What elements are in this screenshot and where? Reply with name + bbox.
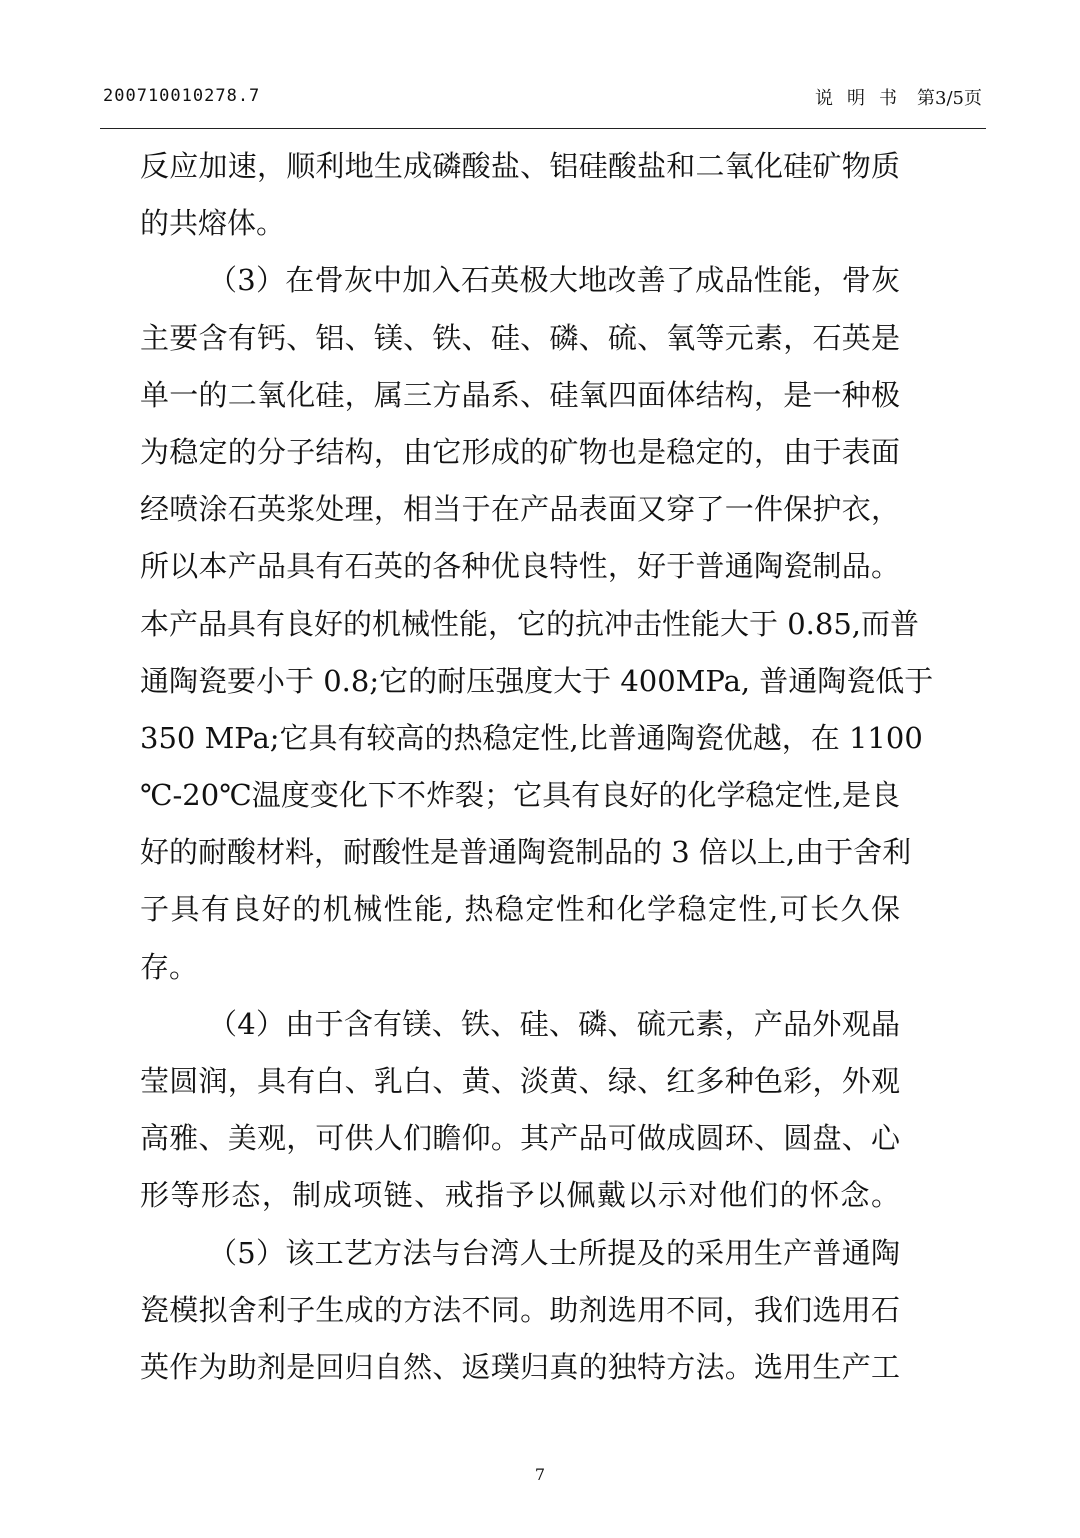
application-number: 200710010278.7: [103, 86, 261, 106]
paragraph-3-start: （3）在骨灰中加入石英极大地改善了成品性能，骨灰: [208, 263, 900, 298]
text-line: 好的耐酸材料，耐酸性是普通陶瓷制品的 3 倍以上,由于舍利: [140, 835, 912, 870]
text-line: 子具有良好的机械性能, 热稳定性和化学稳定性,可长久保: [140, 892, 900, 927]
text-line: 350 MPa;它具有较高的热稳定性,比普通陶瓷优越，在 1100: [140, 720, 923, 755]
text-line: 反应加速，顺利地生成磷酸盐、铝硅酸盐和二氧化硅矿物质: [140, 149, 900, 183]
text-line: ℃-20℃温度变化下不炸裂；它具有良好的化学稳定性,是良: [140, 778, 900, 813]
text-line: 存。: [140, 949, 199, 984]
text-line: 的共熔体。: [140, 206, 286, 241]
text-line: 形等形态，制成项链、戒指予以佩戴以示对他们的怀念。: [140, 1178, 900, 1213]
text-line: 单一的二氧化硅，属三方晶系、硅氧四面体结构，是一种极: [140, 377, 900, 412]
text-line: 为稳定的分子结构，由它形成的矿物也是稳定的，由于表面: [140, 434, 900, 469]
text-line: 通陶瓷要小于 0.8;它的耐压强度大于 400MPa, 普通陶瓷低于: [140, 663, 934, 698]
text-line: 瓷模拟舍利子生成的方法不同。助剂选用不同，我们选用石: [140, 1292, 900, 1327]
header-divider: [100, 128, 986, 129]
text-line: 英作为助剂是回归自然、返璞归真的独特方法。选用生产工: [140, 1349, 900, 1384]
page-number: 7: [534, 1465, 546, 1484]
header-right: [815, 84, 982, 110]
page-info: 第3/5页: [917, 88, 982, 109]
text-line: 所以本产品具有石英的各种优良特性，好于普通陶瓷制品。: [140, 549, 900, 584]
paragraph-4-start: （4）由于含有镁、铁、硅、磷、硫元素，产品外观晶: [208, 1006, 900, 1041]
text-line: 莹圆润，具有白、乳白、黄、淡黄、绿、红多种色彩，外观: [140, 1064, 900, 1098]
text-line: 本产品具有良好的机械性能，它的抗冲击性能大于 0.85,而普: [140, 606, 920, 641]
document-type: 说明书: [815, 88, 912, 109]
body-text: [140, 138, 934, 1396]
text-line: 经喷涂石英浆处理，相当于在产品表面又穿了一件保护衣，: [140, 492, 900, 527]
text-line: 高雅、美观，可供人们瞻仰。其产品可做成圆环、圆盘、心: [140, 1121, 900, 1156]
paragraph-5-start: （5）该工艺方法与台湾人士所提及的采用生产普通陶: [208, 1235, 900, 1270]
text-line: 主要含有钙、铝、镁、铁、硅、磷、硫、氧等元素，石英是: [140, 320, 900, 355]
